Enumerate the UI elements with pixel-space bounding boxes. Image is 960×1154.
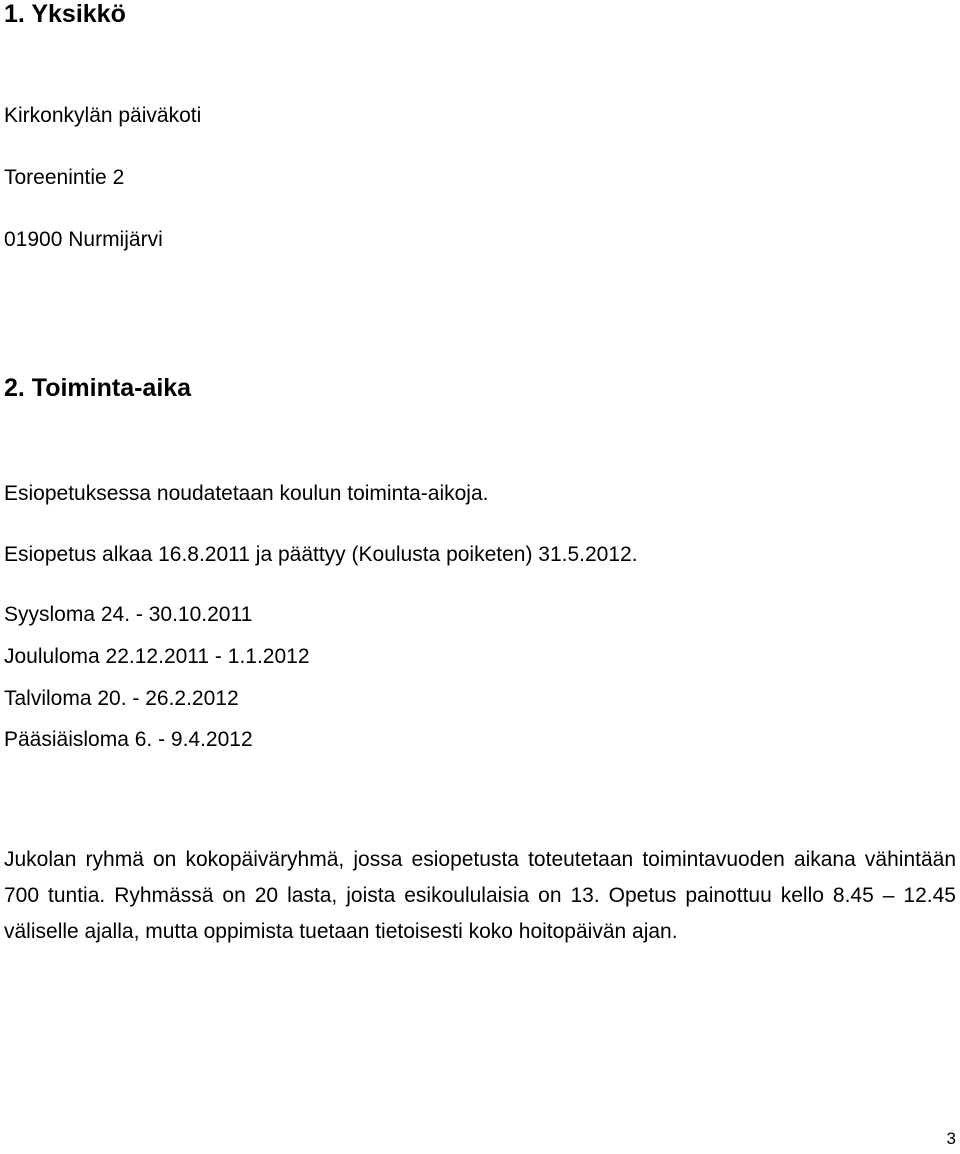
group-description-paragraph: Jukolan ryhmä on kokopäiväryhmä, jossa esiopetusta toteutetaan toimintavuoden aikana vähintään 700 tuntia. Ryhmässä on 20 lasta, joista esikoululaisia on 13. Opetus painottuu kello 8.45 – 12.45 väliselle ajalla, mutta oppimista tuetaan tietoisesti koko hoitopäivän ajan. [4, 848, 956, 943]
holiday-winter: Talviloma 20. - 26.2.2012 [4, 687, 239, 710]
holiday-christmas: Joululoma 22.12.2011 - 1.1.2012 [4, 645, 310, 668]
page-number: 3 [946, 1129, 956, 1148]
term-dates-text: Esiopetus alkaa 16.8.2011 ja päättyy (Koulusta poiketen) 31.5.2012. [4, 543, 638, 566]
address-line-name: Kirkonkylän päiväkoti [4, 104, 202, 127]
holiday-easter: Pääsiäisloma 6. - 9.4.2012 [4, 728, 253, 751]
section-1-heading: 1. Yksikkö [4, 0, 126, 28]
address-line-street: Toreenintie 2 [4, 166, 125, 189]
section-2-heading: 2. Toiminta-aika [4, 374, 192, 402]
address-line-postal: 01900 Nurmijärvi [4, 228, 163, 251]
holiday-autumn: Syysloma 24. - 30.10.2011 [4, 603, 253, 626]
intro-text: Esiopetuksessa noudatetaan koulun toiminta-aikoja. [4, 482, 489, 505]
